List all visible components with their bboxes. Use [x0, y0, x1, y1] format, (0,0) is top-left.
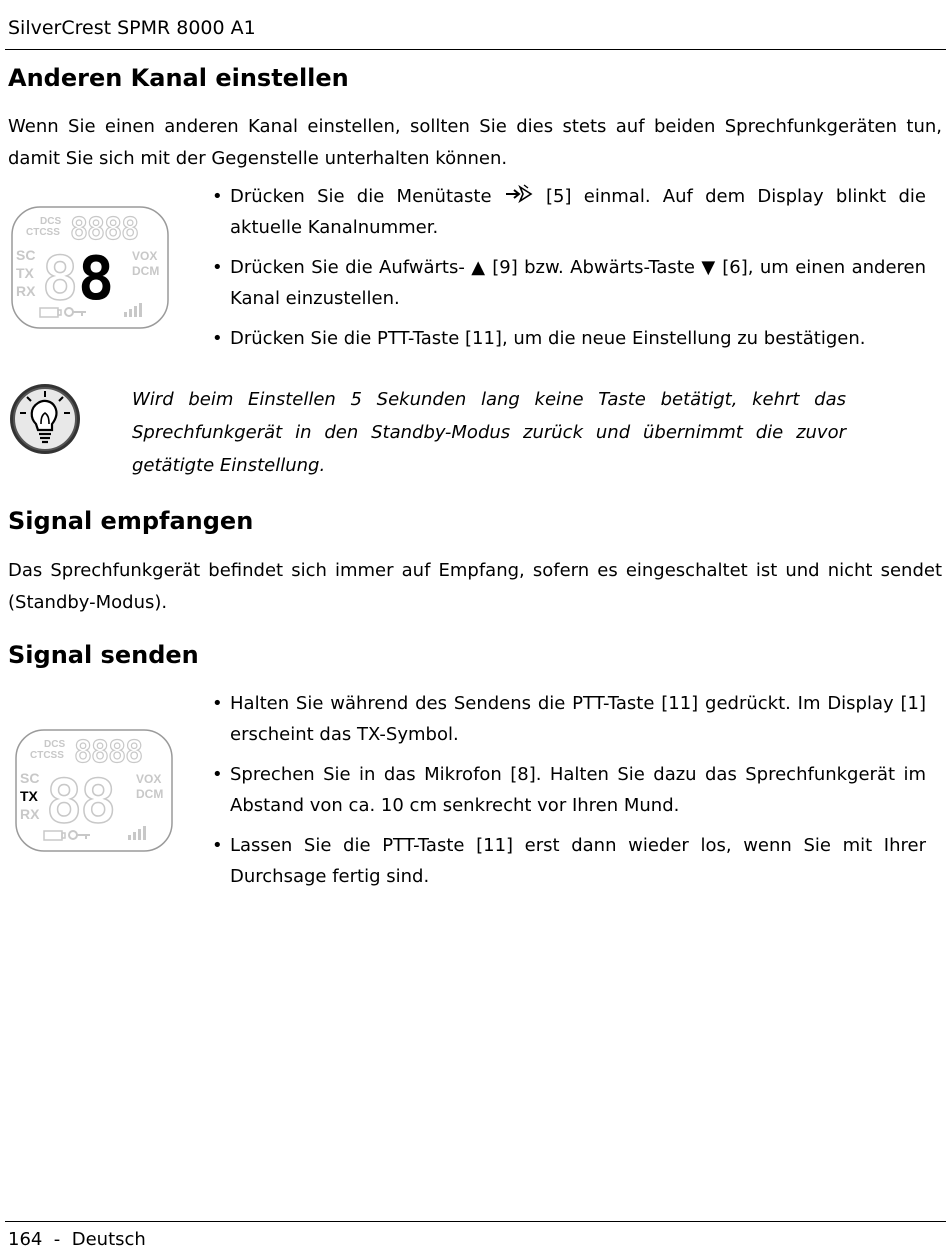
- receive-text: Das Sprechfunkgerät befindet sich immer auf Empfang, sofern es eingeschaltet ist und nicht sendet (Standby-Modus).: [8, 560, 942, 613]
- lcd-channel-digit: 8: [78, 244, 115, 314]
- header-rule: [5, 49, 946, 50]
- lcd-ghost-channel-digit: 8: [42, 244, 79, 314]
- lcd-tx-label: TX: [16, 265, 34, 281]
- lcd-ctcss-label: CTCSS: [30, 750, 64, 761]
- section-heading-channel: Anderen Kanal einstellen: [8, 64, 349, 92]
- channel-intro-text: Wenn Sie einen anderen Kanal einstellen, sollten Sie dies stets auf beiden Sprechfunkgeräten tun, damit Sie sich mit der Gegenstelle unterhalten können.: [8, 116, 942, 169]
- lcd-tx-label-active: TX: [20, 788, 38, 804]
- lcd-dcm-label: DCM: [136, 787, 164, 801]
- lcd-display-channel-illustration: [10, 205, 170, 330]
- header-title: SilverCrest SPMR 8000 A1: [8, 17, 256, 39]
- list-item: • Drücken Sie die PTT-Taste [11], um die neue Einstellung zu bestätigen.: [212, 328, 866, 349]
- lcd-sc-label: SC: [20, 770, 40, 786]
- lcd-vox-label: VOX: [132, 249, 158, 263]
- lcd-vox-label: VOX: [136, 772, 162, 786]
- lcd-sc-label: SC: [16, 247, 36, 263]
- list-item: • Lassen Sie die PTT-Taste [11] erst dann wieder los, wenn Sie mit Ihrer Durchsage fertig sind.: [212, 835, 926, 887]
- footer-page-label: 164 - Deutsch: [8, 1229, 146, 1250]
- lcd-rx-label: RX: [20, 806, 40, 822]
- footer-rule: [5, 1221, 946, 1222]
- lcd-dcm-label: DCM: [132, 264, 160, 278]
- lcd-ghost-digits: 8888: [74, 735, 143, 770]
- lcd-ghost-digits: 8888: [70, 212, 139, 247]
- lcd-dcs-label: DCS: [40, 216, 62, 227]
- down-arrow-icon: ▼: [701, 257, 716, 278]
- section-heading-receive: Signal empfangen: [8, 507, 254, 535]
- lcd-display-tx-illustration: [14, 728, 174, 853]
- lightbulb-tip-icon: [8, 382, 84, 458]
- up-arrow-icon: ▲: [471, 257, 486, 278]
- list-item: • Drücken Sie die Menütaste [5] einmal. Auf dem Display blinkt die aktuelle Kanalnummer.: [212, 186, 926, 238]
- lcd-ctcss-label: CTCSS: [26, 227, 60, 238]
- channel-steps-list: [212, 181, 926, 363]
- list-item: • Sprechen Sie in das Mikrofon [8]. Halten Sie dazu das Sprechfunkgerät im Abstand von ca. 10 cm senkrecht vor Ihren Mund.: [212, 764, 926, 816]
- tip-note-text: Wird beim Einstellen 5 Sekunden lang keine Taste betätigt, kehrt das Sprechfunkgerät in den Standby-Modus zurück und übernimmt die zuvor getätigte Einstellung.: [132, 389, 846, 476]
- section-heading-send: Signal senden: [8, 641, 199, 669]
- lcd-rx-label: RX: [16, 283, 36, 299]
- send-steps-list: [212, 688, 926, 901]
- list-item: • Halten Sie während des Sendens die PTT-Taste [11] gedrückt. Im Display [1] erscheint das TX-Symbol.: [212, 693, 926, 745]
- menu-key-icon: [504, 184, 534, 204]
- list-item: • Drücken Sie die Aufwärts- ▲ [9] bzw. Abwärts-Taste ▼ [6], um einen anderen Kanal einzustellen.: [212, 257, 927, 309]
- lcd-ghost-channel-digits: 88: [46, 767, 115, 837]
- lcd-dcs-label: DCS: [44, 739, 66, 750]
